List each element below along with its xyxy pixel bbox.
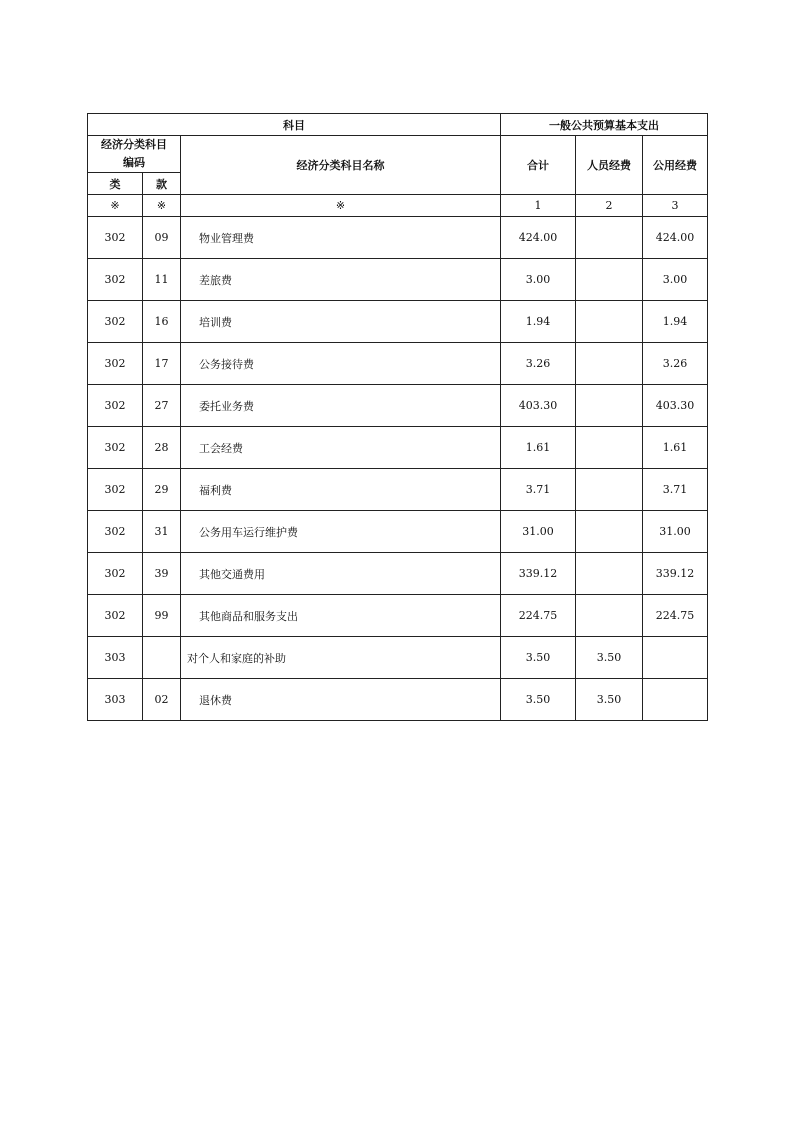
row-class: 302 xyxy=(88,385,143,427)
code-header-line1: 经济分类科目 xyxy=(101,138,167,151)
code-header-line2: 编码 xyxy=(123,156,145,169)
table-row xyxy=(88,511,708,553)
row-personnel xyxy=(576,469,643,511)
table-row xyxy=(88,637,708,679)
budget-sheet xyxy=(87,113,707,721)
item-header: 款 xyxy=(143,173,181,195)
total-header: 合计 xyxy=(501,136,576,195)
row-total: 424.00 xyxy=(501,217,576,259)
row-personnel xyxy=(576,553,643,595)
row-public: 3.00 xyxy=(643,259,708,301)
row-total: 339.12 xyxy=(501,553,576,595)
row-class: 302 xyxy=(88,343,143,385)
row-personnel xyxy=(576,385,643,427)
row-item: 27 xyxy=(143,385,181,427)
row-total: 3.26 xyxy=(501,343,576,385)
row-public xyxy=(643,679,708,721)
row-class: 302 xyxy=(88,259,143,301)
table-row xyxy=(88,469,708,511)
personnel-header: 人员经费 xyxy=(576,136,643,195)
row-name: 对个人和家庭的补助 xyxy=(181,637,501,679)
row-name: 培训费 xyxy=(181,301,501,343)
row-item: 09 xyxy=(143,217,181,259)
table-row xyxy=(88,385,708,427)
row-personnel xyxy=(576,301,643,343)
row-class: 303 xyxy=(88,637,143,679)
row-total: 1.61 xyxy=(501,427,576,469)
row-personnel xyxy=(576,427,643,469)
public-header: 公用经费 xyxy=(643,136,708,195)
index-row xyxy=(88,195,708,217)
row-public: 224.75 xyxy=(643,595,708,637)
row-name: 差旅费 xyxy=(181,259,501,301)
table-row xyxy=(88,343,708,385)
row-public: 339.12 xyxy=(643,553,708,595)
row-item: 29 xyxy=(143,469,181,511)
expenditure-table xyxy=(87,113,708,721)
subject-header: 科目 xyxy=(88,114,501,136)
table-row xyxy=(88,259,708,301)
index-item: ※ xyxy=(143,195,181,217)
index-name: ※ xyxy=(181,195,501,217)
row-item: 16 xyxy=(143,301,181,343)
row-public: 403.30 xyxy=(643,385,708,427)
row-name: 工会经费 xyxy=(181,427,501,469)
row-total: 31.00 xyxy=(501,511,576,553)
row-item: 02 xyxy=(143,679,181,721)
row-class: 302 xyxy=(88,595,143,637)
row-total: 3.50 xyxy=(501,679,576,721)
row-class: 303 xyxy=(88,679,143,721)
row-item xyxy=(143,637,181,679)
row-public: 3.71 xyxy=(643,469,708,511)
row-class: 302 xyxy=(88,301,143,343)
row-name: 福利费 xyxy=(181,469,501,511)
row-public: 424.00 xyxy=(643,217,708,259)
row-total: 3.71 xyxy=(501,469,576,511)
row-personnel xyxy=(576,217,643,259)
row-item: 28 xyxy=(143,427,181,469)
table-row xyxy=(88,595,708,637)
row-total: 224.75 xyxy=(501,595,576,637)
header-row-1 xyxy=(88,114,708,136)
row-total: 403.30 xyxy=(501,385,576,427)
index-class: ※ xyxy=(88,195,143,217)
row-personnel xyxy=(576,511,643,553)
row-personnel xyxy=(576,259,643,301)
row-public: 3.26 xyxy=(643,343,708,385)
row-public: 31.00 xyxy=(643,511,708,553)
row-item: 39 xyxy=(143,553,181,595)
row-name: 公务用车运行维护费 xyxy=(181,511,501,553)
row-name: 物业管理费 xyxy=(181,217,501,259)
table-row xyxy=(88,427,708,469)
row-name: 其他商品和服务支出 xyxy=(181,595,501,637)
row-personnel: 3.50 xyxy=(576,679,643,721)
row-name: 其他交通费用 xyxy=(181,553,501,595)
row-class: 302 xyxy=(88,427,143,469)
row-total: 1.94 xyxy=(501,301,576,343)
row-personnel xyxy=(576,343,643,385)
row-total: 3.50 xyxy=(501,637,576,679)
index-personnel: 2 xyxy=(576,195,643,217)
row-class: 302 xyxy=(88,217,143,259)
row-class: 302 xyxy=(88,469,143,511)
row-name: 委托业务费 xyxy=(181,385,501,427)
row-total: 3.00 xyxy=(501,259,576,301)
row-name: 公务接待费 xyxy=(181,343,501,385)
row-item: 11 xyxy=(143,259,181,301)
row-public: 1.61 xyxy=(643,427,708,469)
index-total: 1 xyxy=(501,195,576,217)
class-header: 类 xyxy=(88,173,143,195)
row-public: 1.94 xyxy=(643,301,708,343)
name-header: 经济分类科目名称 xyxy=(181,136,501,195)
row-item: 31 xyxy=(143,511,181,553)
row-item: 99 xyxy=(143,595,181,637)
row-class: 302 xyxy=(88,511,143,553)
row-personnel: 3.50 xyxy=(576,637,643,679)
row-item: 17 xyxy=(143,343,181,385)
row-class: 302 xyxy=(88,553,143,595)
table-row xyxy=(88,301,708,343)
code-header xyxy=(88,136,181,173)
row-public xyxy=(643,637,708,679)
index-public: 3 xyxy=(643,195,708,217)
row-name: 退休费 xyxy=(181,679,501,721)
row-personnel xyxy=(576,595,643,637)
table-row xyxy=(88,679,708,721)
table-row xyxy=(88,553,708,595)
budget-group-header: 一般公共预算基本支出 xyxy=(501,114,708,136)
table-row xyxy=(88,217,708,259)
